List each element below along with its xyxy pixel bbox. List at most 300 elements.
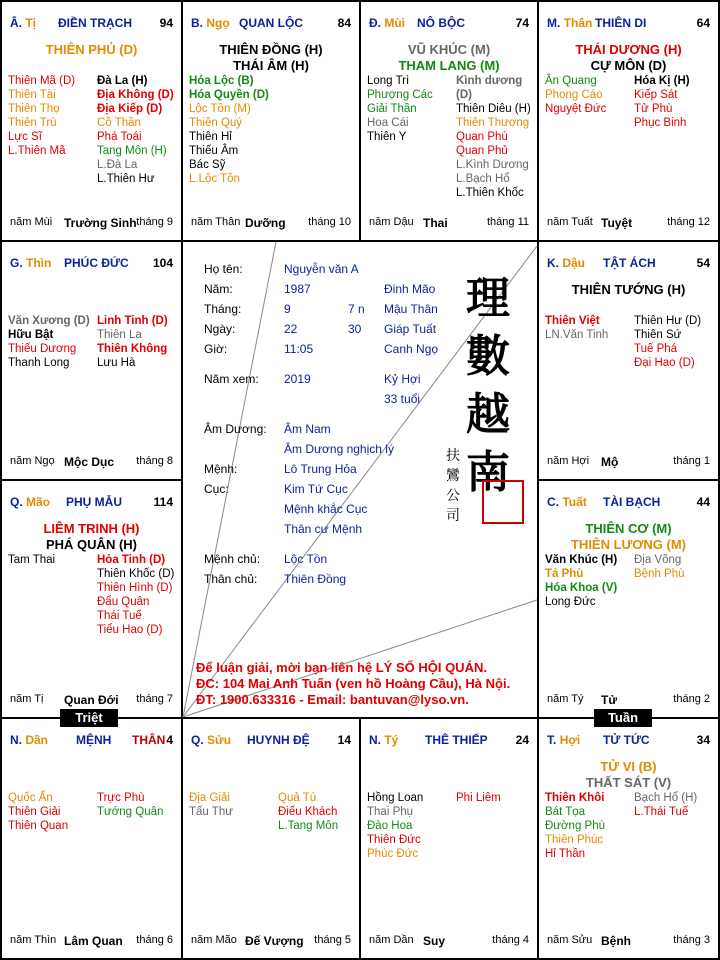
phase-label: Mộc Dục (64, 455, 115, 469)
center-label: Mệnh chủ: (204, 552, 261, 566)
year-label: năm Tị (10, 693, 44, 705)
palace-footer (10, 455, 173, 469)
year-label: năm Thân (191, 216, 241, 228)
center-label: Thân chủ: (204, 572, 258, 586)
month-label: tháng 12 (667, 216, 710, 228)
minor-star: Đại Hao (D) (634, 357, 695, 369)
minor-star: Lực Sĩ (8, 131, 42, 143)
minor-star: Thiếu Âm (189, 145, 239, 157)
minor-star: Văn Khúc (H) (545, 554, 618, 566)
minor-star: Thiên Mã (D) (8, 75, 76, 87)
minor-stars-left (8, 791, 68, 833)
palace-footer (547, 216, 710, 230)
palace-footer (547, 693, 710, 707)
main-star: THÁI ÂM (H) (233, 58, 309, 73)
palace-footer (10, 216, 173, 230)
month-label: tháng 4 (492, 934, 529, 946)
contact-line: Để luận giải, mời bạn liên hệ LÝ SỐ HỘI QUÁN. (196, 660, 487, 675)
palace-name: HUYNH ĐỆ (247, 733, 310, 747)
minor-star: Hỉ Thần (545, 848, 586, 860)
minor-star: Đà La (H) (97, 75, 148, 87)
branch-name: Thìn (26, 256, 52, 270)
center-label: Giờ: (204, 342, 228, 356)
minor-stars-right (456, 791, 501, 805)
minor-star: Tướng Quân (97, 806, 164, 818)
minor-star: L.Thiên Mã (8, 145, 66, 157)
calligraphy-seal (466, 270, 526, 502)
minor-star: L.Bạch Hổ (456, 173, 510, 185)
minor-star: Thiên Không (97, 343, 168, 355)
minor-star: Kiếp Sát (634, 89, 678, 101)
minor-stars-left (545, 791, 605, 861)
palace-cell-suu[interactable] (183, 719, 359, 958)
palace-cell-than[interactable] (539, 2, 718, 240)
main-star: THIÊN LƯƠNG (M) (570, 537, 687, 552)
center-label: Âm Dương: (204, 422, 267, 436)
minor-star: Hồng Loan (367, 792, 424, 804)
calligraphy-small-char: 鸞 (446, 468, 460, 484)
minor-star: Linh Tinh (D) (97, 315, 168, 327)
palace-cell-dau[interactable] (539, 242, 718, 479)
minor-star: L.Kình Dương (456, 159, 529, 171)
main-star: THIÊN CƠ (M) (585, 521, 672, 536)
branch-label (547, 16, 592, 30)
branch-name: Thân (563, 16, 593, 30)
minor-star: Trực Phù (97, 792, 145, 804)
branch-label (10, 733, 48, 747)
palace-cell-ty[interactable] (2, 2, 181, 240)
palace-cell-mui[interactable] (361, 2, 537, 240)
minor-star: Thiên Quan (8, 820, 69, 832)
center-label: Tháng: (204, 302, 242, 316)
center-value-3: Canh Ngọ (384, 342, 439, 356)
contact-line: ĐT: 1900.633316 - Email: bantuvan@lyso.vn. (196, 692, 469, 707)
branch-name: Mùi (384, 16, 406, 30)
palace-name: THIÊN DI (595, 16, 647, 30)
phase-label: Dưỡng (245, 216, 286, 230)
minor-stars-right (278, 791, 338, 833)
branch-label (547, 495, 587, 509)
phase-label: Mộ (601, 455, 619, 469)
age-label: 14 (337, 733, 351, 747)
palace-cell-hoi[interactable] (539, 719, 718, 958)
palace-header (191, 16, 351, 32)
minor-star: Thiên Việt (545, 315, 600, 327)
month-label: tháng 6 (136, 934, 173, 946)
year-label: năm Hợi (547, 455, 590, 467)
minor-star: Hóa Kị (H) (634, 75, 690, 87)
calligraphy-small-char: 司 (446, 508, 460, 524)
minor-stars-left (8, 74, 75, 158)
stem-label: K. (547, 256, 559, 270)
month-label: tháng 3 (673, 934, 710, 946)
minor-stars-left (545, 74, 606, 116)
center-label: Họ tên: (204, 262, 243, 276)
stem-label: C. (547, 495, 559, 509)
minor-star: Thiên Quý (189, 117, 243, 129)
main-star: PHÁ QUÂN (H) (46, 537, 137, 552)
minor-star: Bạch Hổ (H) (634, 792, 698, 804)
main-star: VŨ KHÚC (M) (407, 42, 491, 57)
minor-star: Thiên Khốc (D) (97, 568, 175, 580)
main-star: THIÊN TƯỚNG (H) (571, 282, 686, 297)
age-label: 94 (159, 16, 173, 30)
palace-footer (547, 455, 710, 469)
minor-star: Thiếu Dương (8, 343, 77, 355)
minor-stars-left (545, 553, 617, 609)
center-row (204, 522, 524, 540)
minor-stars-left (189, 791, 233, 819)
year-label: năm Ngọ (10, 455, 55, 467)
minor-star: Thiên Hư (D) (634, 315, 702, 327)
branch-label (369, 16, 405, 30)
palace-footer (191, 216, 351, 230)
palace-cell-ngo[interactable] (183, 2, 359, 240)
than-marker: THÂN (132, 733, 166, 747)
calligraphy-char: 越 (466, 389, 510, 440)
minor-star: Thiên Phúc (545, 834, 604, 846)
branch-name: Sửu (207, 733, 232, 747)
month-label: tháng 11 (486, 216, 529, 228)
branch-name: Mão (26, 495, 51, 509)
minor-star: Nguyệt Đức (545, 103, 607, 115)
center-label: Năm xem: (204, 372, 259, 386)
minor-stars-right (634, 74, 690, 130)
minor-star: L.Thái Tuế (634, 806, 689, 818)
main-star: THÁI DƯƠNG (H) (575, 42, 682, 57)
palace-cell-ty2[interactable] (361, 719, 537, 958)
minor-star: L.Thiên Hư (97, 173, 155, 185)
minor-star: Phúc Đức (367, 848, 419, 860)
center-value: Lô Trung Hỏa (284, 462, 357, 476)
calligraphy-char: 理 (466, 273, 510, 324)
minor-star: Phi Liêm (456, 792, 501, 804)
minor-star: Phong Cáo (545, 89, 603, 101)
center-value-3: Giáp Tuất (384, 322, 437, 336)
minor-star: Thiên Giải (8, 806, 61, 818)
minor-star: Hỏa Tinh (D) (97, 554, 166, 566)
month-label: tháng 8 (136, 455, 173, 467)
center-value: 22 (284, 322, 298, 336)
minor-star: Quan Phủ (456, 145, 508, 157)
phase-label: Suy (423, 934, 446, 948)
palace-footer (10, 693, 173, 707)
palace-footer (10, 934, 173, 948)
minor-star: Thiên Sứ (634, 329, 682, 341)
stem-label: Â. (10, 16, 22, 30)
center-value: Âm Dương nghịch lý (284, 442, 394, 456)
age-label: 74 (515, 16, 529, 30)
year-label: năm Mùi (10, 216, 53, 228)
minor-star: Đào Hoa (367, 820, 413, 832)
minor-star: Bệnh Phù (634, 568, 685, 580)
month-label: tháng 1 (673, 455, 710, 467)
center-value: 1987 (284, 282, 311, 296)
minor-star: Điếu Khách (278, 806, 338, 818)
branch-label (547, 733, 580, 747)
branch-name: Tý (384, 733, 399, 747)
minor-star: Lộc Tồn (M) (189, 103, 251, 115)
palace-header (547, 16, 710, 32)
phase-label: Đế Vượng (245, 934, 304, 948)
minor-star: Quan Phù (456, 131, 508, 143)
minor-star: Văn Xương (D) (8, 315, 90, 327)
center-label: Mệnh: (204, 462, 238, 476)
branch-label (10, 16, 36, 30)
minor-stars-right (634, 314, 701, 370)
year-label: năm Tuất (547, 216, 593, 228)
triet-badge: Triệt (60, 709, 118, 727)
minor-star: Phục Binh (634, 117, 687, 129)
center-value-2: 7 n (348, 302, 365, 316)
phase-label: Tuyệt (601, 216, 633, 230)
minor-stars-right (634, 791, 697, 819)
palace-name: THÊ THIẾP (425, 733, 488, 747)
minor-star: Bác Sỹ (189, 159, 226, 171)
stem-label: Đ. (369, 16, 381, 30)
year-label: năm Tý (547, 693, 584, 705)
minor-star: Long Đức (545, 596, 596, 608)
palace-name: TÀI BẠCH (603, 495, 661, 509)
palace-header (369, 16, 529, 32)
phase-label: Lâm Quan (64, 934, 123, 948)
minor-star: Thiên Khôi (545, 792, 605, 804)
branch-name: Ngọ (206, 16, 230, 30)
red-seal-stamp (482, 480, 524, 524)
minor-star: L.Đà La (97, 159, 138, 171)
main-star: TỬ VI (B) (600, 759, 657, 774)
phase-label: Thai (423, 216, 448, 230)
stem-label: Q. (10, 495, 23, 509)
month-label: tháng 2 (673, 693, 710, 705)
year-label: năm Sửu (547, 934, 593, 946)
minor-star: Thiên Tài (8, 89, 56, 101)
center-value: Kim Tứ Cục (284, 482, 348, 496)
palace-header (547, 256, 710, 272)
palace-header (191, 733, 351, 749)
minor-star: Thiên Hỉ (189, 131, 232, 143)
minor-stars-right (97, 791, 163, 819)
minor-star: Kình dương (D) (456, 75, 523, 101)
palace-footer (369, 934, 529, 948)
contact-line: ĐC: 104 Mai Anh Tuấn (ven hồ Hoàng Cầu), Hà Nội. (196, 676, 511, 691)
branch-label (10, 495, 50, 509)
phase-label: Bệnh (601, 934, 631, 948)
branch-name: Dậu (562, 256, 586, 270)
year-label: năm Dần (369, 934, 414, 946)
center-value-2: 30 (348, 322, 362, 336)
minor-star: Quả Tú (278, 792, 317, 804)
palace-header (369, 733, 529, 749)
minor-star: Địa Kiếp (D) (97, 103, 163, 115)
stem-label: G. (10, 256, 23, 270)
palace-footer (369, 216, 529, 230)
palace-cell-dan[interactable] (2, 719, 181, 958)
palace-name: NÔ BỘC (417, 16, 465, 30)
minor-star: Địa Không (D) (97, 89, 174, 101)
minor-star: Tả Phù (545, 568, 584, 580)
main-star: THẤT SÁT (V) (585, 775, 672, 790)
minor-star: Tiểu Hao (D) (97, 624, 163, 636)
stem-label: N. (369, 733, 381, 747)
minor-star: Địa Võng (634, 554, 682, 566)
stem-label: N. (10, 733, 22, 747)
minor-star: Tử Phù (634, 103, 673, 115)
palace-name: TỬ TỨC (603, 733, 650, 747)
minor-star: Đường Phù (545, 820, 605, 832)
phase-label: Tử (601, 693, 618, 707)
calligraphy-small-char: 扶 (446, 448, 460, 464)
palace-cell-tuat[interactable] (539, 481, 718, 717)
stem-label: T. (547, 733, 557, 747)
minor-star: LN.Văn Tinh (545, 329, 609, 341)
year-label: năm Dậu (369, 216, 414, 228)
minor-star: Giải Thần (367, 103, 417, 115)
palace-header (10, 256, 173, 272)
center-value-3: Mậu Thân (384, 302, 438, 316)
minor-stars-left (367, 791, 423, 861)
center-value: Âm Nam (284, 422, 331, 436)
minor-star: Hóa Khoa (V) (545, 582, 618, 594)
minor-star: Hoa Cái (367, 117, 409, 129)
center-value-3: Đinh Mão (384, 282, 436, 296)
center-label: Năm: (204, 282, 233, 296)
calligraphy-char: 南 (466, 447, 510, 498)
year-label: năm Thìn (10, 934, 57, 946)
calligraphy-char: 數 (466, 331, 510, 382)
minor-star: Thiên Y (367, 131, 407, 143)
branch-name: Tị (25, 16, 37, 30)
minor-star: Quốc Ấn (8, 792, 53, 804)
branch-label (10, 256, 51, 270)
palace-cell-thin[interactable] (2, 242, 181, 479)
center-value: Nguyễn văn A (284, 262, 359, 276)
palace-footer (547, 934, 710, 948)
main-star: CỰ MÔN (D) (590, 58, 667, 73)
palace-header (547, 733, 710, 749)
palace-footer (191, 934, 351, 948)
age-label: 24 (515, 733, 529, 747)
minor-star: L.Tang Môn (278, 820, 339, 832)
minor-star: Phượng Các (367, 89, 433, 101)
minor-star: L.Thiên Khốc (456, 187, 524, 199)
minor-star: Địa Giải (189, 792, 230, 804)
palace-name: PHỤ MẪU (66, 495, 122, 509)
palace-header (10, 495, 173, 511)
minor-stars-right (97, 553, 174, 637)
minor-star: Thiên La (97, 329, 142, 341)
minor-star: Lưu Hà (97, 357, 136, 369)
palace-cell-mao[interactable] (2, 481, 181, 717)
minor-stars-right (97, 74, 174, 186)
center-row (204, 572, 524, 590)
main-star: THIÊN PHỦ (D) (45, 42, 138, 57)
minor-stars-left (8, 314, 90, 370)
minor-star: Long Trì (367, 75, 410, 87)
main-star: THAM LANG (M) (398, 58, 500, 73)
center-value: 2019 (284, 372, 311, 386)
minor-star: Thiên Hình (D) (97, 582, 173, 594)
center-value-3: Kỷ Hợi (384, 372, 421, 386)
minor-star: Ân Quang (545, 75, 597, 87)
minor-star: Bát Tọa (545, 806, 586, 818)
minor-star: Cô Thần (97, 117, 141, 129)
tuan-badge: Tuần (594, 709, 652, 727)
contact-info (196, 660, 510, 708)
center-value: 11:05 (284, 342, 314, 356)
age-label: 4 (166, 733, 173, 747)
minor-stars-right (97, 314, 168, 370)
branch-label (191, 733, 231, 747)
main-star: LIÊM TRINH (H) (43, 521, 140, 536)
minor-star: Thiên Trù (8, 117, 57, 129)
minor-star: Thiên Diêu (H) (456, 103, 531, 115)
minor-star: Thiên Thương (456, 117, 530, 129)
center-row (204, 502, 524, 520)
stem-label: B. (191, 16, 203, 30)
palace-header (10, 16, 173, 32)
minor-star: Thiên Đức (367, 834, 421, 846)
month-label: tháng 9 (136, 216, 173, 228)
age-label: 64 (696, 16, 710, 30)
minor-star: Tam Thai (8, 554, 56, 566)
minor-stars-right (634, 553, 685, 581)
center-label: Ngày: (204, 322, 236, 336)
calligraphy-small-char: 公 (446, 488, 460, 504)
branch-label (547, 256, 585, 270)
year-label: năm Mão (191, 934, 237, 946)
minor-star: Hóa Lộc (B) (189, 75, 254, 87)
palace-name: PHÚC ĐỨC (64, 256, 129, 270)
phase-label: Trường Sinh (64, 216, 137, 230)
palace-name: ĐIỀN TRẠCH (58, 16, 132, 30)
center-value-3: 33 tuổi (384, 392, 421, 406)
minor-stars-left (545, 314, 608, 342)
minor-star: L.Lộc Tồn (189, 173, 240, 185)
branch-name: Hợi (559, 733, 581, 747)
age-label: 54 (696, 256, 710, 270)
center-value: Mệnh khắc Cục (284, 502, 368, 516)
minor-star: Hữu Bật (8, 329, 54, 341)
minor-stars-left (8, 553, 55, 567)
branch-name: Dần (25, 733, 49, 747)
branch-label (369, 733, 398, 747)
month-label: tháng 7 (136, 693, 173, 705)
month-label: tháng 5 (314, 934, 351, 946)
branch-label (191, 16, 230, 30)
center-value: Lộc Tồn (284, 552, 328, 566)
minor-star: Thanh Long (8, 357, 70, 369)
minor-star: Tang Môn (H) (97, 145, 167, 157)
minor-stars-left (189, 74, 269, 186)
center-label: Cục: (204, 482, 229, 496)
month-label: tháng 10 (308, 216, 351, 228)
minor-star: Thiên Thọ (8, 103, 60, 115)
age-label: 114 (153, 495, 173, 509)
center-value: 9 (284, 302, 291, 316)
minor-stars-left (367, 74, 433, 144)
minor-star: Tuế Phá (634, 343, 678, 355)
palace-header (10, 733, 173, 749)
main-star: THIÊN ĐỒNG (H) (219, 42, 323, 57)
center-row (204, 552, 524, 570)
center-value: Thân cư Mệnh (284, 522, 363, 536)
stem-label: Q. (191, 733, 204, 747)
minor-stars-right (456, 74, 537, 200)
age-label: 104 (152, 256, 173, 270)
age-label: 84 (337, 16, 351, 30)
calligraphy-small (446, 446, 466, 526)
